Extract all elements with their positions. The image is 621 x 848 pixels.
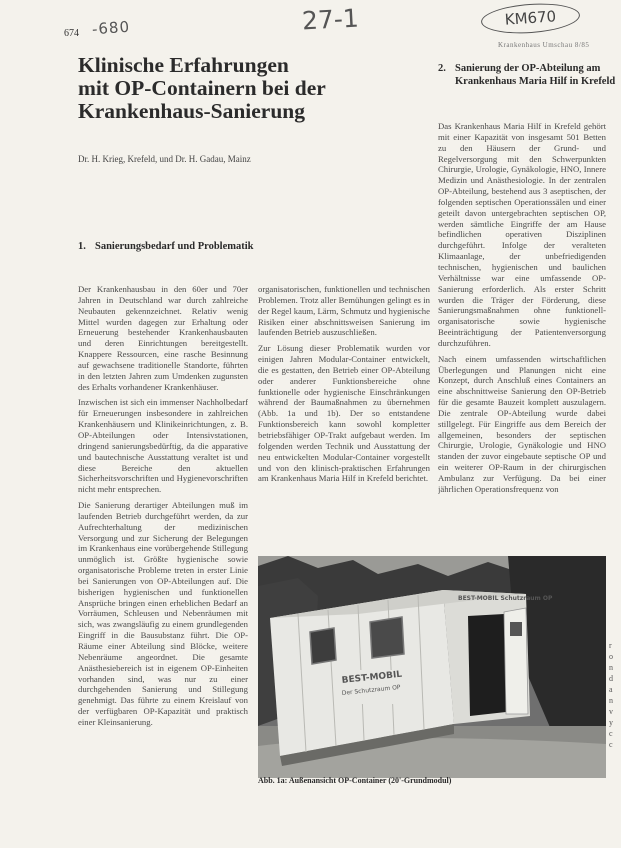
paragraph: Der Krankenhausbau in den 60er und 70er Jahren in Deutschland war durch zahlreiche Neubauten gekennzeichnet. Relativ wenig Mittel wurden dagegen zur Erhaltung oder Erneuerung bestehender Krankenhausbauten und deren Einrichtungen bereitgestellt. Knappere Ressourcen, eine rasche Besinnung auf gewachsene traditionelle Standorte, führten in den letzten Jahren zum Umdenken zugunsten des Erhalts vorhandener Krankenhäuser. [78,284,248,392]
handwritten-page-range: -680 [91,17,131,39]
paragraph: organisatorischen, funktionellen und technischen Problemen. Trotz aller Bemühungen gelingt es in der Regel kaum, Lärm, Schmutz und hygienische Risiken einer abschnittsweisen Sanierung im laufenden Betrieb auszuschließen. [258,284,430,338]
handwritten-stamp: KM670 [480,1,581,37]
paragraph: Nach einem umfassenden wirtschaftlichen Überlegungen und Planungen nicht eine Konzept, durch Anschluß eines Containers an eine abschnittweise Sanierung den OP-Betrieb für die gesamte Bauzeit komplett auszulagern. Die zentrale OP-Abteilung wurde dabei stillgelegt. Für Eingriffe aus dem Bereich der allgemeinen, besonders der septischen Chirurgie, Urologie, Gynäkologie und HNO standen der zuvor eingebaute septische OP und ein weiterer OP-Raum in der chirurgischen Ambulanz zur Verfügung. Da bei einer jährlichen Operationsfrequenz von [438,353,606,494]
text-column-middle [258,284,430,546]
title-line-1: Klinische Erfahrungen [78,53,289,77]
journal-reference: Krankenhaus Umschau 8/85 [498,41,590,49]
section-1-number: 1. [78,241,86,252]
text-column-right [438,121,606,554]
figure-caption: Abb. 1a: Außenansicht OP-Container (20'-Grundmodul) [258,776,452,785]
text-column-left [78,284,248,796]
section-2-heading [438,62,620,88]
article-title [78,54,398,123]
section-2-number: 2. [438,63,446,74]
section-2-title: Sanierung der OP-Abteilung am Krankenhaus Maria Hilf in Krefeld [455,63,616,87]
container-photo-image [258,556,606,778]
title-line-2: mit OP-Containern bei der [78,76,326,100]
article-authors: Dr. H. Krieg, Krefeld, und Dr. H. Gadau, Mainz [78,154,251,164]
container-photo [258,556,606,778]
handwritten-note: 27-1 [301,3,360,36]
container-label-side: BEST-MOBIL Schutzraum OP [458,595,553,602]
section-1-heading [78,240,265,253]
page-number: 674 [64,28,79,39]
paragraph: Zur Lösung dieser Problematik wurden vor einigen Jahren Modular-Container entwickelt, die es gestatten, den Betrieb einer OP-Abteilung oder anderer Funktionsbereiche ohne funktionelle oder hygienische Einschränkungen während der Baumaßnahmen zu übernehmen (Abb. 1a und 1b). Der so entstandene Funktionsbereich kann sowohl kompletter betriebsfähiger OP-Trakt aufgebaut werden. Im folgenden werden Technik und Ausstattung der neu entwickelten Modular-Container vorgestellt und von den klinisch-praktischen Erfahrungen am Krankenhaus Maria Hilf in Krefeld berichtet. [258,343,430,484]
paragraph: Das Krankenhaus Maria Hilf in Krefeld gehört mit einer Kapazität von insgesamt 501 Betten zu den Häusern der Grund- und Regelversorgung mit den Schwerpunkten Chirurgie, Urologie, Gynäkologie, HNO, Innere Medizin und Anästhesiologie. In der zentralen OP-Abteilung, bestehend aus 3 aseptischen, der folgenden septischen Operationssälen und einer geteilt davon untergebrachten septischen OP, werden sämtliche Eingriffe der am Hause befindlichen operativen Disziplinen durchgeführt. Infolge der veralteten Klimaanlage, der unbefriedigenden technischen, hygienischen und baulichen Verhältnisse war eine umfassende OP-Sanierung erforderlich. Als erster Schritt wurden die Träger der Förderung, diese Sanierungsmaßnahmen ohne funktionell-organisatorische sowie hygienische Beeinträchtigung der Patientenversorgung durchzuführen. [438,121,606,348]
paragraph: Die Sanierung derartiger Abteilungen muß im laufenden Betrieb durchgeführt werden, da zur Aufrechterhaltung der medizinischen Versorgung und zur Sicherung der Belegungen im Krankenhaus eine vorübergehende Stillegung unmöglich ist. Größte hygienische sowie organisatorische Probleme treten in erster Linie bei Sanierungen von OP-Abteilungen auf. Die bisherigen hygienischen und funktionellen Ansprüche bringen einen erheblichen Bedarf an Vorräumen, Schleusen und Nebenräumen mit sich, was zwangsläufig zu einem grundlegenden Eingriff in die Bausubstanz führt. Die OP-Räume einer Abteilung sind Blöcke, weitere Nebenräume angeordnet. Die gesamte Anästhesiebereich ist in eigenem OP-Einheiten vorhanden sind, was nur zu einer durchgehenden Sanierung und Stillegung genehmigt. Das führte zu einem Kreislauf von der verfügbaren OP-Kapazität und praktisch einer Kleinsanierung. [78,500,248,727]
container-label-sub: Der Schutzraum OP [341,683,401,697]
section-1-title: Sanierungsbedarf und Problematik [95,241,254,252]
page-edge-marks: r o n d a n v y c c [609,641,613,749]
title-line-3: Krankenhaus-Sanierung [78,99,306,123]
paragraph: Inzwischen ist sich ein immenser Nachholbedarf für Erneuerungen insbesondere in zahlreichen Krankenhäusern und Klinikeinrichtungen, z. B. OP-Abteilungen oder Intensivstationen, dringend sanierungsbedürftig, da die apparative und bautechnische Ausstattung veraltet ist und diese Bereiche den aktuellen Sicherheitsvorschriften und Hygienevorschriften nicht mehr entsprechen. [78,397,248,495]
container-label-main: BEST-MOBIL [341,669,403,686]
